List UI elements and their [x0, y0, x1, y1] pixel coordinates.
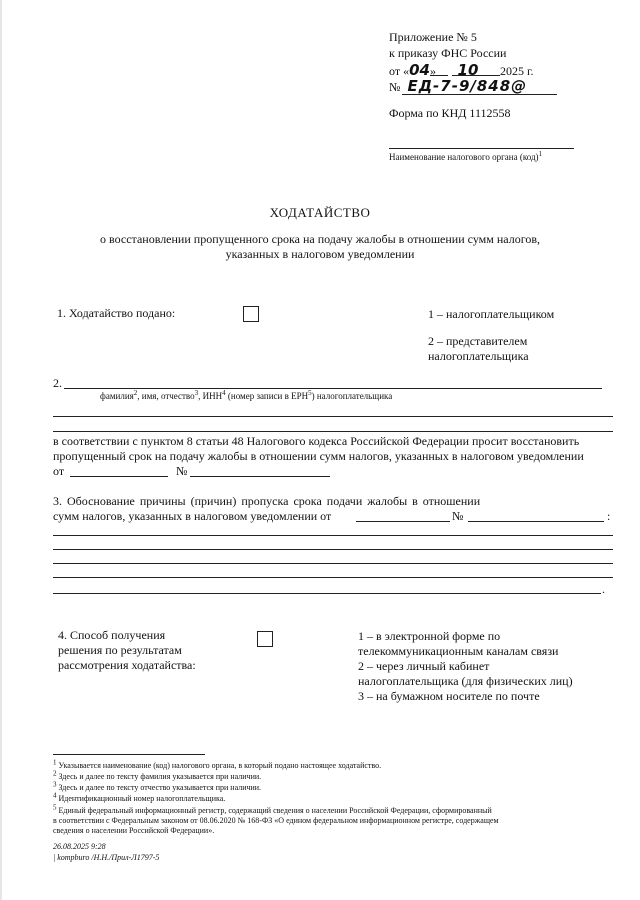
reason-line-4[interactable]	[53, 577, 613, 578]
section4-label-line2: решения по результатам	[58, 643, 182, 657]
section3-number-label: №	[452, 509, 464, 523]
document-subtitle-line2: указанных в налоговом уведомлении	[225, 247, 415, 261]
section3-text-line1: 3. Обоснование причины (причин) пропуска срока подачи жалобы в отношении	[53, 494, 481, 508]
form-code: Форма по КНД 1112558	[389, 106, 511, 120]
number-prefix: №	[389, 80, 401, 94]
date-year: 2025 г.	[499, 64, 534, 78]
notice-number-field[interactable]	[190, 476, 330, 477]
section4-label-line3: рассмотрения ходатайства:	[58, 658, 196, 672]
section3-text-line2: сумм налогов, указанных в налоговом уведомлении от	[53, 509, 332, 523]
appendix-label: Приложение № 5	[389, 30, 477, 44]
document-subtitle-line1: о восстановлении пропущенного срока на подачу жалобы в отношении сумм налогов,	[100, 232, 540, 246]
taxpayer-name-field[interactable]	[64, 388, 602, 389]
section3-number-field[interactable]	[468, 521, 604, 522]
date-prefix: от «	[389, 64, 410, 78]
footnote-5: $^5$ Единый федеральный информационный регистр, содержащий сведения о населении Российской Федерации, сформированный	[53, 803, 492, 815]
section4-label-line1: 4. Способ получения	[58, 628, 166, 642]
date-month: 10	[457, 61, 479, 79]
reason-line-3[interactable]	[53, 563, 613, 564]
footnote-separator	[53, 754, 205, 755]
section2-from-label: от	[53, 464, 65, 478]
section1-option-1: 1 – налогоплательщиком	[428, 307, 555, 321]
footnote-4: $^4$ Идентификационный номер налогоплательщика.	[53, 791, 226, 803]
order-number-underline	[402, 94, 557, 95]
section1-label: 1. Ходатайство подано:	[57, 306, 176, 320]
footnote-1: $^1$ Указывается наименование (код) налогового органа, в который подано настоящее ходатайство.	[53, 758, 382, 770]
reason-line-1[interactable]	[53, 535, 613, 536]
section4-checkbox[interactable]	[257, 631, 273, 647]
order-number	[389, 79, 527, 94]
taxpayer-name-caption: фамилия$^2$, имя, отчество$^3$, ИНН$^4$ (номер записи в ЕРН$^5$) налогоплательщика	[100, 389, 393, 401]
section3-date-field[interactable]	[356, 521, 450, 522]
number-value: ЕД-7-9/848@	[407, 77, 528, 95]
section4-option-1-cont: телекоммуникационным каналам связи	[358, 644, 559, 658]
order-label: к приказу ФНС России	[389, 46, 507, 60]
section2-text-line2: пропущенный срок на подачу жалобы в отношении сумм налогов, указанных в налоговом уведомлении	[53, 449, 584, 463]
footnote-5-cont-2: сведения о населении Российской Федерации».	[53, 826, 215, 835]
footnote-5-cont-1: в соответствии с Федеральным законом от 08.06.2020 № 168-ФЗ «О едином федеральном информационном регистре, содержащем	[53, 816, 499, 825]
section1-option-2-cont: налогоплательщика	[428, 349, 529, 363]
section4-option-2-cont: налогоплательщика (для физических лиц)	[358, 674, 573, 688]
footnote-2: $^2$ Здесь и далее по тексту фамилия указывается при наличии.	[53, 769, 262, 781]
section4-option-3: 3 – на бумажном носителе по почте	[358, 689, 540, 703]
section4-option-2: 2 – через личный кабинет	[358, 659, 490, 673]
footer-timestamp: 26.08.2025 9:28	[53, 842, 106, 851]
section1-checkbox[interactable]	[243, 306, 259, 322]
reason-line-2[interactable]	[53, 549, 613, 550]
tax-authority-caption: Наименование налогового органа (код)$^1$	[389, 150, 543, 162]
footer-file: | kompburo /Н.Н./Прил-Л1797-5	[53, 853, 160, 862]
section2-label: 2.	[53, 376, 62, 390]
date-day: 04	[409, 61, 430, 79]
section4-option-1: 1 – в электронной форме по	[358, 629, 501, 643]
section3-end-dot: .	[602, 582, 605, 596]
reason-line-5[interactable]	[53, 593, 601, 594]
section2-text-line1: в соответствии с пунктом 8 статьи 48 Налогового кодекса Российской Федерации просит восстановить	[53, 434, 580, 448]
footnote-3: $^3$ Здесь и далее по тексту отчество указывается при наличии.	[53, 780, 262, 792]
notice-date-field[interactable]	[70, 476, 168, 477]
section2-number-label: №	[176, 464, 188, 478]
date-sep: »	[429, 64, 436, 78]
date-month-underline	[452, 75, 500, 76]
document-title: ХОДАТАЙСТВО	[269, 205, 371, 220]
tax-authority-field	[389, 148, 574, 149]
taxpayer-extra-field-2[interactable]	[53, 431, 613, 432]
date-day-underline	[430, 75, 448, 76]
section3-colon: :	[607, 509, 611, 523]
section1-option-2: 2 – представителем	[428, 334, 528, 348]
taxpayer-extra-field-1[interactable]	[53, 416, 613, 417]
